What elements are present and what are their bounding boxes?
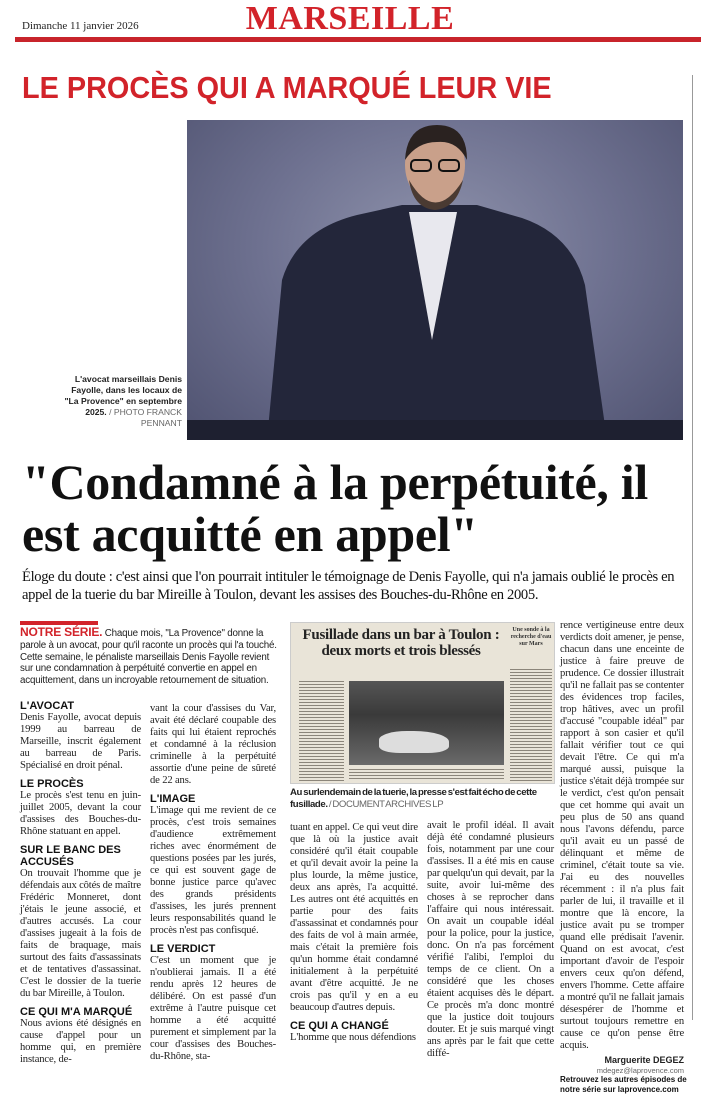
clipping-caption [290,787,556,811]
issue-date: Dimanche 11 janvier 2026 [22,20,139,32]
body-paragraph: avait le profil idéal. Il avait déjà été condamné plusieurs fois, notamment par une cour d'assises. Il a été mis en cause par quelqu'un qui devait, par la suite, avoir lui-même des choses à se reprocher dans l'affaire qui nous intéressait. On avait un coupable idéal pour la police, pour la justice, donc. On n'a pas forcément vérifié l'alibi, l'emploi du temps de ce client. On a considéré que les choses étaient acquises dès le départ. Ce procès m'a donc montré que la justice doit toujours douter. Et je suis marqué vingt ans après par le fait que cette diffé- [427,820,554,1059]
caption-text: L'avocat marseillais Denis Fayolle, dans les locaux de "La Provence" en septembre 2025. [64,374,182,417]
photo-caption [60,374,182,429]
clipping-caption-text: Au surlendemain de la tuerie, la presse s'est fait écho de cette fusillade. [290,787,537,810]
section-heading: SUR LE BANC DES ACCUSÉS [20,844,121,868]
body-paragraph: C'est un moment que je n'oublierai jamais. Il a été rendu après 12 heures de délibéré. On est passé d'un extrême à l'autre puisque cet homme a été acquitté purement et simplement par la cour d'assises des Bouches-du-Rhône, sta- [150,955,276,1062]
article-column-4 [427,820,554,1060]
intro-lead: Éloge du doute : c'est ainsi que l'on pourrait intituler le témoignage de Denis Fayolle, qui n'a jamais oublié le procès en appel de la tuerie du bar Mireille à Toulon, devant les assises des Bouches-du-Rhône en 2005. [22,569,675,603]
body-paragraph: L'homme que nous défendions [290,1032,416,1043]
section-heading: CE QUI M'A MARQUÉ [20,1006,133,1018]
column-divider [692,75,693,1020]
body-paragraph: rence vertigineuse entre deux verdicts doit amener, je pense, chacun dans une enceinte de justice à faire preuve de prudence. Ce dossier illustrait qu'il ne fallait pas se contenter des évidences trop faciles, trop hâtives, avec un profil d'accusé "coupable idéal" par rapport à son casier et qu'il fallait vérifier tout ce qui devait l'être. Ce qui m'a marqué aussi, puisque la justice s'était déjà trompée sur le verdict, c'est qu'on pensait que cet homme qui avait un peu plus de 50 ans quand nous l'avons défendu, parce qu'il avait eu un passé de délinquant et même de criminel, c'était toute sa vie. J'ai eu des nouvelles récemment : il n'a plus fait parler de lui, il travaille et il montre que là encore, la justice avait pu se tromper quand elle prédisait l'avenir. Quand on est avocat, c'est important d'avoir de l'espoir envers ceux qu'on défend, envers l'homme. Cette affaire a montré qu'il ne fallait jamais désespérer de l'homme et surtout toujours remettre en cause ce qu'on pense être acquis. [560,620,684,1051]
headline: "Condamné à la perpétuité, il est acquitté en appel" [22,454,648,562]
series-kicker: LE PROCÈS QUI A MARQUÉ LEUR VIE [22,70,552,105]
article-column-1 [20,700,141,1066]
author-email[interactable]: mdegez@laprovence.com [596,1066,684,1075]
clipping-credit: / DOCUMENT ARCHIVES LP [327,799,444,810]
section-heading: LE VERDICT [150,943,216,955]
body-paragraph: tuant en appel. Ce qui veut dire que là où la justice avait considéré qu'il était coupable et qu'il devait avoir la peine la plus lourde, la même justice, deux ans après, l'a acquitté. Les autres ont été acquittés en partie pour des faits d'assassinat et condamnés pour des faits de vol à main armée, mais c'était la première fois qu'un homme était condamné initialement à la perpétuité avant d'être acquitté. Je ne crois pas qu'il y en a eu beaucoup d'autres depuis. [290,822,418,1013]
article-column-3 [290,822,418,1044]
section-heading: L'IMAGE [150,793,196,805]
body-paragraph: L'image qui me revient de ce procès, c'est trois semaines d'audience extrêmement riches avec énormément de questions posées par les jurés, ce qui est souvent gage de bonne justice parce qu'avec des grands présidents d'assises, les jurés prennent leurs responsabilités quand le procès n'est pas confisqué. [150,805,276,936]
section-heading: L'AVOCAT [20,700,75,712]
series-text: Chaque mois, "La Provence" donne la parole à un avocat, pour qu'il raconte un procès qui l'a touché. Cette semaine, le pénaliste marseillais Denis Fayolle revient sur une condamnation à perpétuité convertie en appel en acquittement, dans un incroyable retournement de situation. [20,628,277,687]
body-paragraph: Denis Fayolle, avocat depuis 1999 au barreau de Marseille, inscrit également au barreau de Paris. Spécialisé en droit pénal. [20,712,141,771]
archive-clipping-image [290,622,555,784]
body-paragraph: Le procès s'est tenu en juin-juillet 2005, devant la cour d'assises des Bouches-du-Rhône statuant en appel. [20,790,141,837]
section-masthead: MARSEILLE [245,0,455,37]
section-heading: CE QUI A CHANGÉ [290,1020,389,1032]
clipping-title: Fusillade dans un bar à Toulon : deux morts et trois blessés [302,627,500,659]
section-heading: LE PROCÈS [20,778,84,790]
clipping-side-title: Une sonde à la recherche d'eau sur Mars [510,627,552,647]
more-episodes-note: Retrouvez les autres épisodes de notre série sur laprovence.com [560,1075,687,1094]
series-label: NOTRE SÉRIE. [20,625,103,639]
series-note [20,627,284,687]
article-column-2 [150,703,276,1063]
body-paragraph: Nous avions été désignés en cause d'appel pour un homme qui, en première instance, de- [20,1018,141,1065]
portrait-photo [187,120,683,440]
author-byline: Marguerite DEGEZ [604,1055,684,1065]
body-paragraph: On trouvait l'homme que je défendais aux côtés de maître Frédéric Monneret, dont j'étais le jeune associé, et d'autres accusés. La cour d'assises jugeait à la fois de faits de braquage, mais surtout des faits d'assassinats et de tentatives d'assassinat. C'est le dossier de la tuerie du bar Mireille, à Toulon. [20,868,141,999]
byline-block [560,1055,687,1095]
body-paragraph: vant la cour d'assises du Var, avait été déclaré coupable des faits qui lui étaient reprochés et condamné à la réclusion criminelle à la perpétuité assortie d'une peine de sûreté de 22 ans. [150,703,276,786]
clipping-photo [349,681,504,765]
photo-credit: / PHOTO FRANCK PENNANT [106,407,182,428]
header-rule [15,37,701,42]
